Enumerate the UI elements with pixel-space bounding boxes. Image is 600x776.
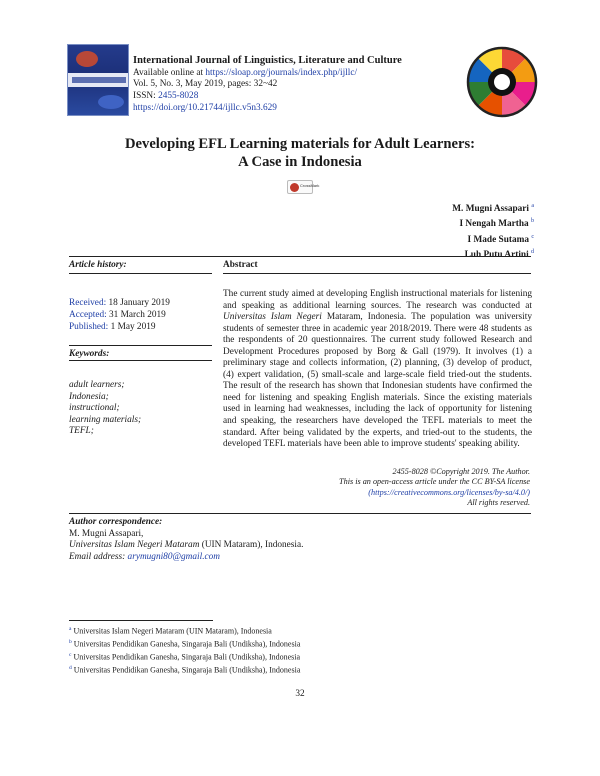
author-item: M. Mugni Assapari $^a$ — [452, 203, 534, 215]
correspondence-institution: Universitas Islam Negeri Mataram (UIN Mataram), Indonesia. — [69, 540, 304, 550]
history-heading: Article history: — [69, 260, 127, 270]
keyword-item: instructional; — [69, 403, 120, 413]
received-date: Received: 18 January 2019 — [69, 298, 170, 308]
author-correspondence — [69, 517, 303, 563]
footnote-item: $^c$ Universitas Pendidikan Ganesha, Singaraja Bali (Undiksha), Indonesia — [69, 652, 301, 662]
journal-cover-image — [67, 44, 129, 116]
keyword-item: learning materials; — [69, 414, 142, 425]
top-divider — [69, 256, 531, 257]
license-line: This is an open-access article under the CC BY-SA license — [339, 477, 530, 487]
license-block — [339, 467, 530, 509]
article-history — [69, 298, 170, 333]
history-head-divider — [69, 273, 212, 274]
keywords-heading: Keywords: — [69, 349, 110, 359]
crossmark-icon — [290, 183, 299, 192]
footnote-item: $^d$ Universitas Pendidikan Ganesha, Singaraja Bali (Undiksha), Indonesia — [69, 665, 301, 676]
journal-url-link[interactable]: https://sloap.org/journals/index.php/ijllc/ — [205, 67, 358, 78]
journal-volume: Vol. 5, No. 3, May 2019, pages: 32~42 — [133, 79, 278, 90]
abstract-bottom-divider — [69, 513, 531, 514]
keywords-head-divider — [69, 345, 212, 346]
publisher-logo-icon — [464, 44, 540, 120]
keywords-list — [69, 380, 141, 438]
rights-line: All rights reserved. — [467, 498, 530, 508]
author-item: Luh Putu Artini $^d$ — [464, 248, 534, 260]
journal-availability: Available online at https://sloap.org/journals/index.php/ijllc/ — [133, 67, 358, 78]
keyword-item: adult learners; — [69, 380, 125, 390]
issn-link[interactable]: 2455-8028 — [158, 91, 199, 102]
author-item: I Nengah Martha $^b$ — [459, 218, 534, 230]
keywords-head-divider-bottom — [69, 360, 212, 361]
journal-header — [133, 55, 463, 115]
journal-issn: ISSN: 2455-8028 — [133, 91, 199, 102]
page-number: 32 — [295, 689, 305, 699]
footnote-item: $^b$ Universitas Pendidikan Ganesha, Singaraja Bali (Undiksha), Indonesia — [69, 639, 301, 649]
journal-title: International Journal of Linguistics, Literature and Culture — [133, 55, 402, 66]
paper-title: Developing EFL Learning materials for Adult Learners: A Case in Indonesia — [125, 136, 475, 170]
abstract-heading: Abstract — [223, 260, 258, 270]
abstract-head-divider — [223, 273, 531, 274]
crossmark-badge[interactable]: CrossMark — [287, 180, 313, 194]
footnote-divider — [69, 620, 213, 621]
email-link[interactable]: arymugni80@gmail.com — [127, 551, 221, 562]
correspondence-heading: Author correspondence: — [69, 517, 163, 527]
correspondence-email: Email address: arymugni80@gmail.com — [69, 551, 221, 562]
author-item: I Made Sutama $^c$ — [467, 233, 534, 245]
abstract-text: The current study aimed at developing English instructional materials for listening and speaking as additional learning sources. The research was conducted at Universitas Islam Negeri Mataram, Indonesia. The population was university students of semester three in academic year 2018/2019. There were 48 students as the respondents of 20 questionnaires. The current study followed Research and Development Procedures proposed by Borg & Gall (1979). It involves (1) a preliminary stage and collects information, (2) planning, (3) develop of product, (4) expert validation, (5) small-scale and large-scale field tried-out the students. The result of the research has shown that Indonesian students have confirmed the need for listening and speaking English materials. Since the existing materials used in learning had weaknesses, including the lack of opportunity for listening and speaking, the researchers have developed the TEFL materials to meet the standard. After being validated by the experts, and tried-out to the students, the developed TEFL materials have been able to improve students' speaking ability. — [223, 289, 532, 450]
keyword-item: Indonesia; — [69, 391, 109, 402]
keyword-item: TEFL; — [69, 426, 94, 436]
affiliation-footnotes — [69, 624, 300, 677]
doi-link[interactable]: https://doi.org/10.21744/ijllc.v5n3.629 — [133, 102, 277, 113]
accepted-date: Accepted: 31 March 2019 — [69, 309, 166, 320]
author-list — [452, 200, 534, 261]
license-link[interactable]: (https://creativecommons.org/licenses/by-sa/4.0/) — [368, 487, 530, 497]
correspondence-name: M. Mugni Assapari, — [69, 528, 144, 539]
copyright-line: 2455-8028 ©Copyright 2019. The Author. — [392, 467, 530, 476]
published-date: Published: 1 May 2019 — [69, 321, 156, 332]
footnote-item: $^a$ Universitas Islam Negeri Mataram (UIN Mataram), Indonesia — [69, 626, 272, 636]
